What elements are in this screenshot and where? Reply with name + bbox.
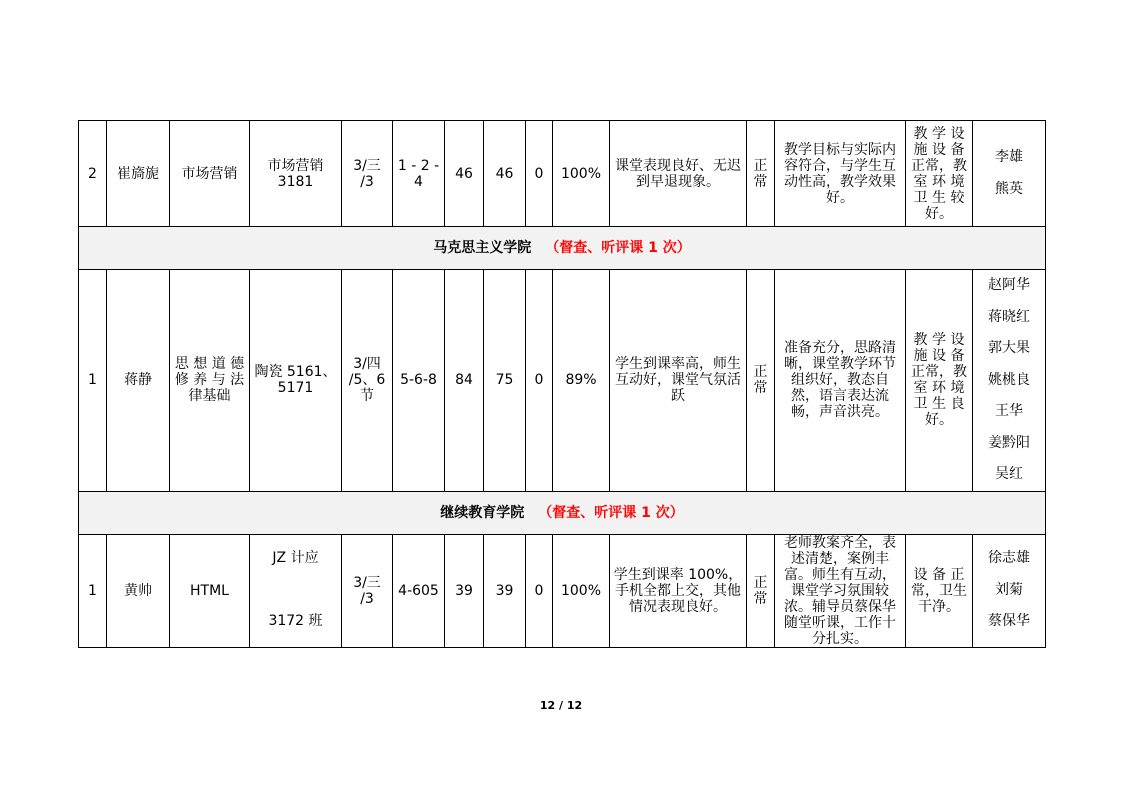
attendance-rate: 89% [553, 270, 610, 492]
classroom: 4-605 [393, 534, 445, 647]
actual-count: 39 [484, 534, 526, 647]
student-status: 课堂表现良好、无迟到早退现象。 [610, 121, 747, 227]
inspectors [973, 534, 1046, 647]
row-number: 2 [79, 121, 107, 227]
course-name: HTML [170, 534, 250, 647]
class-line: JZ 计应 [272, 550, 319, 567]
inspectors [973, 121, 1046, 227]
classroom: 1 - 2 - 4 [393, 121, 445, 227]
table-row [79, 534, 1046, 647]
class-line: 3172 班 [268, 613, 323, 630]
class-name: 陶瓷 5161、5171 [250, 270, 342, 492]
teaching-evaluation: 准备充分，思路清晰，课堂教学环节组织好，教态自然，语言表达流畅，声音洪亮。 [775, 270, 906, 492]
course-name: 市场营销 [170, 121, 250, 227]
attendance-rate: 100% [553, 534, 610, 647]
table-row [79, 121, 1046, 227]
expected-count: 46 [445, 121, 484, 227]
section-header [79, 227, 1046, 270]
inspection-table [78, 120, 1046, 648]
facility-status: 教 学 设 施 设 备 正常，教 室 环 境 卫 生 良 好。 [906, 270, 973, 492]
classroom: 5-6-8 [393, 270, 445, 492]
absent-count: 0 [526, 534, 553, 647]
teacher-name: 蒋静 [107, 270, 170, 492]
attendance-rate: 100% [553, 121, 610, 227]
inspector-name: 姜黔阳 [988, 434, 1030, 451]
actual-count: 46 [484, 121, 526, 227]
student-status: 学生到课率高，师生互动好，课堂气氛活跃 [610, 270, 747, 492]
expected-count: 84 [445, 270, 484, 492]
course-name: 思 想 道 德 修 养 与 法 律基础 [170, 270, 250, 492]
facility-status: 教 学 设 施 设 备 正常，教 室 环 境 卫 生 较 好。 [906, 121, 973, 227]
class-name [250, 534, 342, 647]
facility-status: 设 备 正 常，卫生干净。 [906, 534, 973, 647]
inspector-name: 姚桃良 [988, 371, 1030, 388]
table-row [79, 270, 1046, 492]
section-header [79, 491, 1046, 534]
inspector-name: 赵阿华 [988, 277, 1030, 293]
inspector-name: 徐志雄 [988, 550, 1030, 567]
absent-count: 0 [526, 270, 553, 492]
teaching-evaluation: 教学目标与实际内容符合，与学生互动性高，教学效果好。 [775, 121, 906, 227]
page-number: 12 / 12 [539, 699, 583, 712]
inspector-name: 李雄 [995, 149, 1023, 165]
class-time: 3/三 /3 [342, 121, 393, 227]
actual-count: 75 [484, 270, 526, 492]
section-title: 继续教育学院 [440, 504, 525, 521]
inspector-name: 吴红 [995, 466, 1023, 482]
teacher-name: 黄帅 [107, 534, 170, 647]
inspector-name: 熊英 [995, 180, 1023, 197]
order-status: 正常 [747, 270, 775, 492]
inspector-name: 刘菊 [995, 581, 1023, 598]
class-time: 3/三 /3 [342, 534, 393, 647]
order-status: 正常 [747, 121, 775, 227]
inspector-name: 蔡保华 [988, 613, 1030, 630]
row-number: 1 [79, 534, 107, 647]
inspector-name: 蒋晓红 [988, 308, 1030, 325]
class-time: 3/四 /5、6 节 [342, 270, 393, 492]
teaching-evaluation: 老师教案齐全，表述清楚，案例丰富。师生有互动，课堂学习氛围较浓。辅导员蔡保华随堂听课，工作十分扎实。 [775, 534, 906, 647]
section-note: （督查、听评课 1 次） [538, 504, 684, 521]
expected-count: 39 [445, 534, 484, 647]
section-note: （督查、听评课 1 次） [545, 240, 691, 256]
teacher-name: 崔旖旎 [107, 121, 170, 227]
student-status: 学生到课率 100%，手机全都上交，其他情况表现良好。 [610, 534, 747, 647]
inspector-name: 王华 [995, 403, 1023, 419]
row-number: 1 [79, 270, 107, 492]
inspectors [973, 270, 1046, 492]
absent-count: 0 [526, 121, 553, 227]
section-title: 马克思主义学院 [433, 240, 532, 256]
inspector-name: 郭大果 [988, 340, 1030, 356]
class-name: 市场营销 3181 [250, 121, 342, 227]
order-status: 正常 [747, 534, 775, 647]
